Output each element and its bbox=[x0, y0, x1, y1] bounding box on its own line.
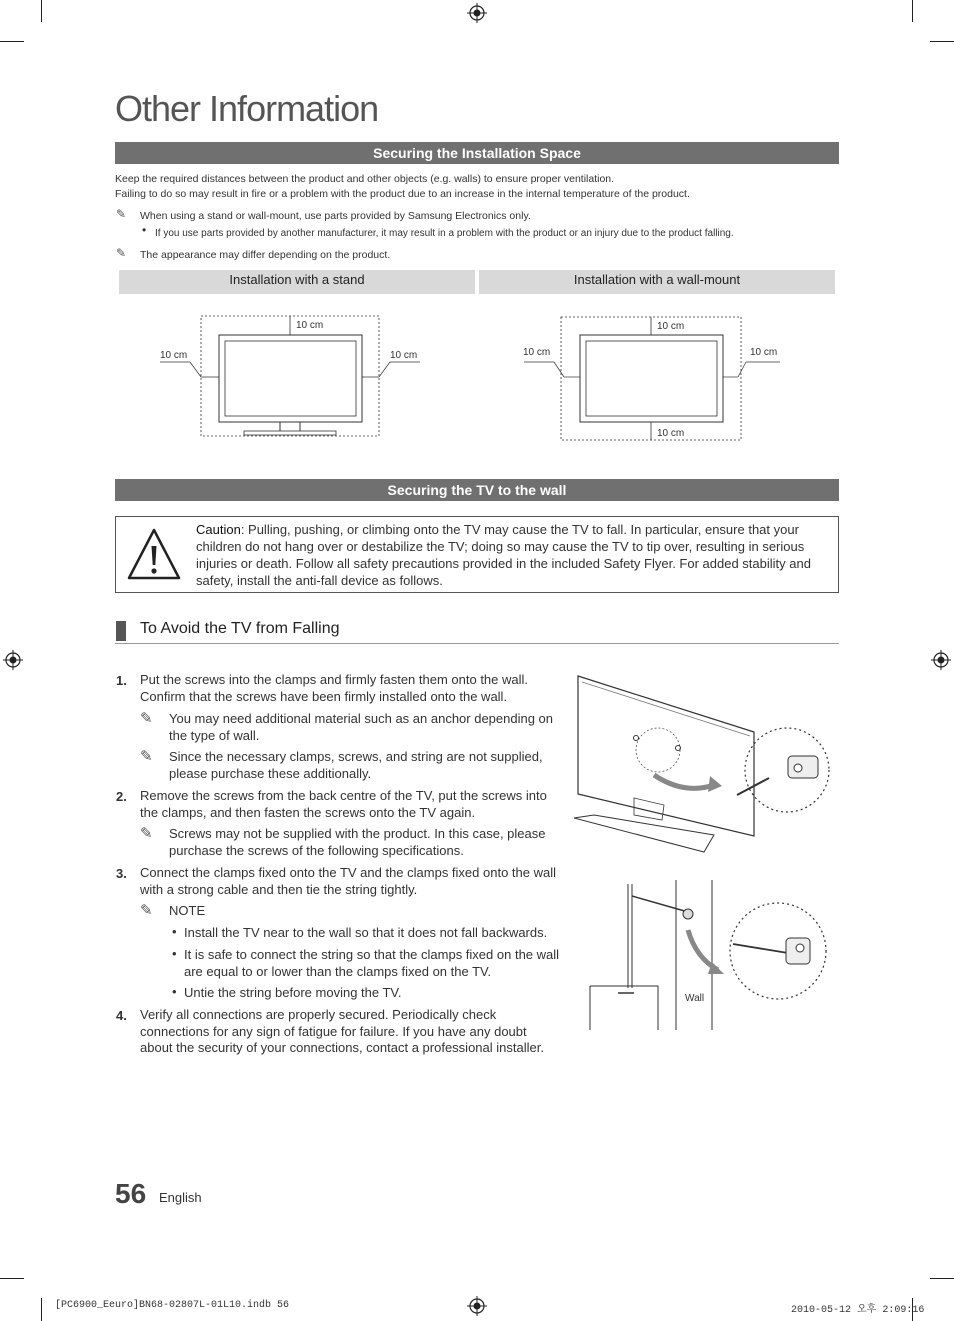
step-number: 2. bbox=[116, 789, 127, 804]
caution-label: Caution bbox=[196, 522, 241, 537]
step-number: 3. bbox=[116, 866, 127, 881]
crop-mark bbox=[41, 1298, 42, 1321]
caution-body: : Pulling, pushing, or climbing onto the TV may cause the TV to fall. In particular, ensure that your children do not hang over or destabilize the TV; doing so may cause the TV to tip over, resulting in serious injuries or death. Follow all safety precautions provided in the included Safety Flyer. For added stability and safety, install the anti-fall device as follows. bbox=[196, 522, 811, 588]
dimension-top-label: 10 cm bbox=[296, 320, 324, 331]
step-1-note-1: You may need additional material such as an anchor depending on the type of wall. bbox=[169, 711, 554, 743]
note-pencil-icon: ✎ bbox=[116, 207, 127, 221]
step-1-text: Put the screws into the clamps and firmly fasten them onto the wall. Confirm that the screws have been firmly installed onto the wall. bbox=[140, 672, 529, 704]
wall-mount-installation-diagram bbox=[520, 310, 790, 445]
crop-mark bbox=[0, 1278, 24, 1279]
tv-back-clamp-illustration bbox=[574, 670, 836, 862]
registration-mark-icon bbox=[3, 650, 23, 670]
note-pencil-icon: ✎ bbox=[116, 246, 127, 260]
dimension-right-label: 10 cm bbox=[750, 347, 778, 358]
note-other-manufacturer: If you use parts provided by another manufacturer, it may result in a problem with the product or an injury due to the product falling. bbox=[155, 228, 734, 239]
dimension-top-label: 10 cm bbox=[657, 321, 685, 332]
section-header-securing-tv: Securing the TV to the wall bbox=[115, 479, 839, 501]
print-slug-timestamp: 2010-05-12 오후 2:09:16 bbox=[791, 1305, 925, 1316]
step-3-bullet-2: It is safe to connect the string so that the clamps fixed on the wall are equal to or lower than the clamps fixed on the TV. bbox=[184, 947, 560, 979]
bullet-dot-icon: • bbox=[172, 984, 177, 999]
registration-mark-icon bbox=[931, 650, 951, 670]
caution-box bbox=[115, 516, 839, 593]
registration-mark-icon bbox=[467, 1296, 487, 1316]
step-number: 4. bbox=[116, 1008, 127, 1023]
note-pencil-icon: ✎ bbox=[140, 825, 153, 842]
subheader-wall-mount: Installation with a wall-mount bbox=[479, 270, 835, 294]
intro-line-2: Failing to do so may result in fire or a problem with the product due to an increase in the internal temperature of the product. bbox=[115, 188, 690, 200]
bullet-dot-icon: • bbox=[142, 223, 147, 237]
note-samsung-parts: When using a stand or wall-mount, use parts provided by Samsung Electronics only. bbox=[140, 210, 531, 222]
step-3-note-label: NOTE bbox=[169, 903, 206, 918]
wall-clamp-illustration bbox=[588, 878, 836, 1032]
print-slug-filename: [PC6900_Eeuro]BN68-02807L-01L10.indb 56 bbox=[55, 1300, 290, 1311]
dimension-bottom-label: 10 cm bbox=[657, 428, 685, 439]
note-pencil-icon: ✎ bbox=[140, 902, 153, 919]
step-3-text: Connect the clamps fixed onto the TV and the clamps fixed onto the wall with a strong cable and then tie the string tightly. bbox=[140, 865, 556, 897]
subheader-stand: Installation with a stand bbox=[119, 270, 475, 294]
heading-marker bbox=[116, 621, 126, 641]
dimension-left-label: 10 cm bbox=[523, 347, 551, 358]
heading-avoid-falling: To Avoid the TV from Falling bbox=[140, 620, 340, 637]
page-number: 56 bbox=[115, 1178, 147, 1209]
step-3-bullet-3: Untie the string before moving the TV. bbox=[184, 985, 402, 1000]
crop-mark bbox=[0, 41, 24, 42]
note-appearance: The appearance may differ depending on the product. bbox=[140, 249, 391, 261]
step-2-note-1: Screws may not be supplied with the product. In this case, please purchase the screws of the following specifications. bbox=[169, 826, 546, 858]
language-label: English bbox=[159, 1190, 202, 1205]
step-2-text: Remove the screws from the back centre of the TV, put the screws into the clamps, and then fasten the screws onto the TV again. bbox=[140, 788, 547, 820]
crop-mark bbox=[930, 1278, 954, 1279]
caution-text bbox=[196, 521, 826, 589]
step-4-text: Verify all connections are properly secured. Periodically check connections for any sign of fatigue for failure. If you have any doubt about the security of your connections, contact a professional installer. bbox=[140, 1007, 544, 1055]
registration-mark-icon bbox=[467, 3, 487, 23]
stand-installation-diagram bbox=[150, 310, 440, 440]
section-header-installation-space: Securing the Installation Space bbox=[115, 142, 839, 164]
wall-label: Wall bbox=[685, 993, 705, 1004]
bullet-dot-icon: • bbox=[172, 924, 177, 939]
crop-mark bbox=[912, 0, 913, 22]
bullet-dot-icon: • bbox=[172, 946, 177, 961]
warning-triangle-icon bbox=[126, 526, 182, 582]
intro-line-1: Keep the required distances between the product and other objects (e.g. walls) to ensure proper ventilation. bbox=[115, 173, 615, 185]
note-pencil-icon: ✎ bbox=[140, 710, 153, 727]
heading-rule bbox=[115, 643, 839, 644]
step-3-bullet-1: Install the TV near to the wall so that it does not fall backwards. bbox=[184, 925, 548, 940]
step-1-note-2: Since the necessary clamps, screws, and string are not supplied, please purchase these additionally. bbox=[169, 749, 543, 781]
step-number: 1. bbox=[116, 673, 127, 688]
dimension-left-label: 10 cm bbox=[160, 350, 188, 361]
crop-mark bbox=[41, 0, 42, 22]
crop-mark bbox=[930, 41, 954, 42]
note-pencil-icon: ✎ bbox=[140, 748, 153, 765]
page-title: Other Information bbox=[115, 88, 379, 129]
dimension-right-label: 10 cm bbox=[390, 350, 418, 361]
